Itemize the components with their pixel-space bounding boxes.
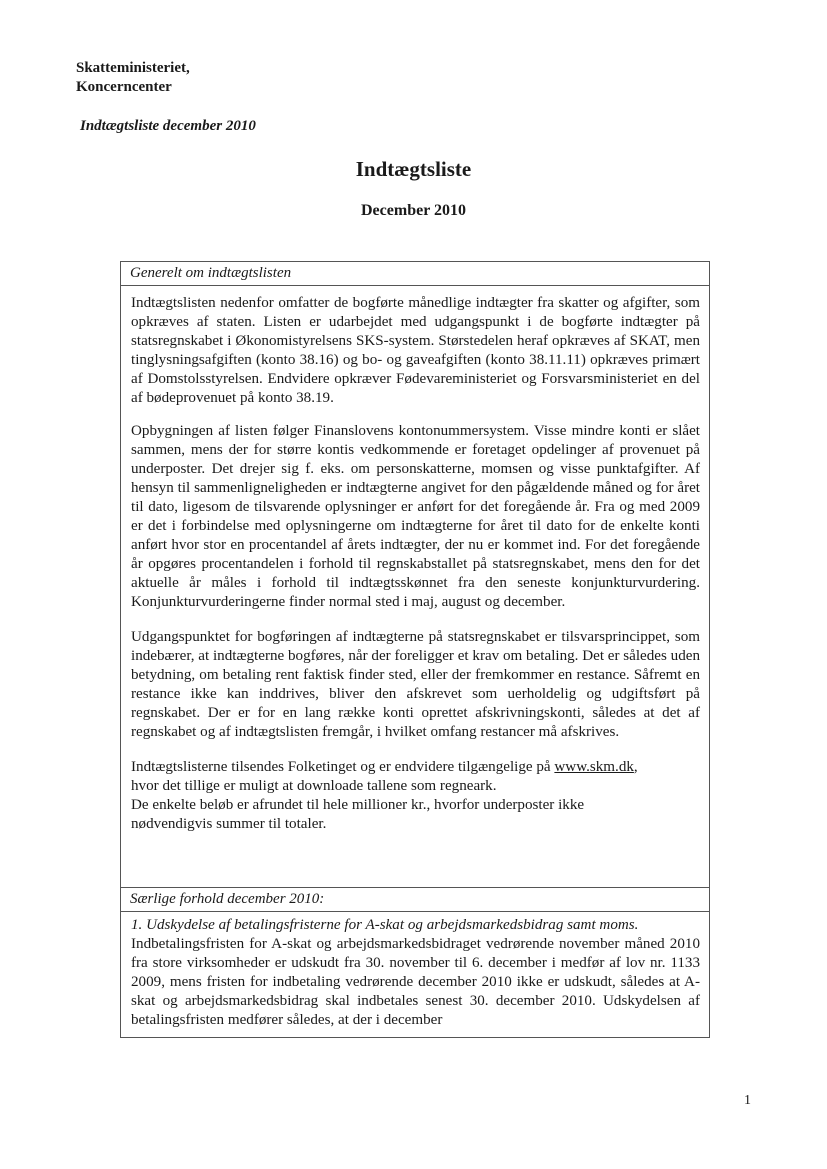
special-body [121, 912, 709, 1030]
document-subtitle: Indtægtsliste december 2010 [80, 118, 256, 134]
special-item-1-text: Indbetalingsfristen for A-skat og arbejdsmarkedsbidraget vedrørende november måned 2010 fra store virksomheder er udskudt fra 30. november til 6. december i medfør af lov nr. 1133 2009, mens fristen for indbetaling vedrørende december 2010 ikke er udskudt, således at A-skat og arbejdsmarkedsbidrag skal indbetales senest 30. december 2010. Udskydelsen af betalingsfristen medfører således, at der i december [131, 936, 700, 1028]
special-item-1-heading: 1. Udskydelse af betalingsfristerne for A-skat og arbejdsmarkedsbidrag samt moms. [131, 917, 639, 933]
skm-link[interactable]: www.skm.dk [554, 759, 634, 775]
page-number: 1 [744, 1093, 751, 1108]
paragraph-4-line-4: nødvendigvis summer til totaler. [131, 816, 327, 832]
general-paragraph-2: Opbygningen af listen følger Finanslovens kontonummersystem. Visse mindre konti er slået sammen, mens der for større kontis vedkommende er foretaget opdelinger af provenuet på underposter. Det drejer sig f. eks. om personskatterne, momsen og visse punktafgifter. Af hensyn til sammenligneligheden er indtægterne angivet for den pågældende måned og for året til dato, ligesom de tilsvarende oplysninger er anført for det foregående år. Fra og med 2009 er det i forbindelse med oplysningerne om indtægterne for året til dato for de enkelte konti anført hvor stor en procentandel af årets indtægter, der nu er kommet ind. For det foregående år opgøres procentandelen i forhold til regnskabstallet på statsregnskabet, mens den for det aktuelle år måles i forhold til indtægtsskønnet fra den seneste konjunkturvurdering. Konjunkturvurderingerne finder normal sted i maj, august og december. [131, 423, 700, 610]
org-line-1: Skatteministeriet, [76, 60, 190, 76]
p4-text: Indtægtslisterne tilsendes Folketinget og er endvidere tilgængelige på [131, 759, 555, 775]
general-section [120, 261, 710, 888]
special-section [120, 888, 710, 1038]
paragraph-4-line-2: hvor det tillige er muligt at downloade tallene som regneark. [131, 778, 497, 794]
general-paragraph-4 [131, 758, 700, 834]
special-heading: Særlige forhold december 2010: [121, 888, 709, 912]
general-body [121, 286, 709, 834]
org-line-2: Koncerncenter [76, 79, 172, 95]
page-date: December 2010 [361, 202, 466, 219]
general-paragraph-1: Indtægtslisten nedenfor omfatter de bogførte månedlige indtægter fra skatter og afgifter, som opkræves af staten. Listen er udarbejdet med udgangspunkt i de bogførte indtægter på statsregnskabet i Økonomistyrelsens SKS-system. Størstedelen heraf opkræves af SKAT, men tinglysningsafgiften (konto 38.16) og bo- og gaveafgiften (konto 38.11.11) opkræves primært af Domstolsstyrelsen. Endvidere opkræver Fødevareministeriet og Forsvarsministeriet en del af bødeprovenuet på konto 38.19. [131, 295, 700, 406]
organization-name [76, 59, 190, 97]
general-heading: Generelt om indtægtslisten [121, 262, 709, 286]
paragraph-4-line-1 [131, 758, 700, 777]
paragraph-4-line-3: De enkelte beløb er afrundet til hele millioner kr., hvorfor underposter ikke [131, 797, 585, 813]
general-paragraph-3: Udgangspunktet for bogføringen af indtægterne på statsregnskabet er tilsvarsprincippet, som indebærer, at indtægterne bogføres, når der foreligger et krav om betaling. Det er således uden betydning, om betaling rent faktisk finder sted, eller der fremkommer en restance. Såfremt en restance ikke kan inddrives, bliver den afskrevet som uerholdelig og udgiftsført på regnskabet. Der er for en lang række konti oprettet afskrivningskonti, således at det af regnskabet og af indtægtslisten fremgår, i hvilket omfang restancer må afskrives. [131, 629, 700, 740]
p4-comma: , [633, 759, 638, 775]
page-title: Indtægtsliste [355, 157, 472, 181]
